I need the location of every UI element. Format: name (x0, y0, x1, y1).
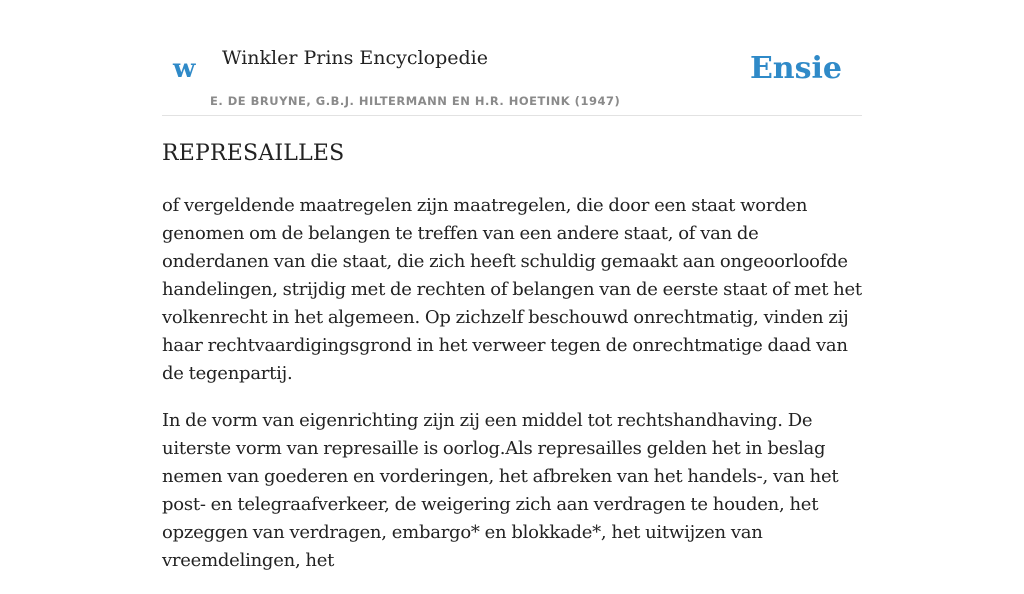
publication-authors: E. DE BRUYNE, G.B.J. HILTERMANN EN H.R. HOETINK (1947) (210, 94, 621, 108)
winkler-prins-logo[interactable]: w (173, 54, 196, 84)
entry-body (162, 192, 867, 594)
publication-title[interactable]: Winkler Prins Encyclopedie (222, 47, 488, 69)
publication-header (162, 40, 862, 116)
entry-headword: REPRESAILLES (162, 141, 345, 166)
entry-paragraph: of vergeldende maatregelen zijn maatregelen, die door een staat worden genomen om de belangen te treffen van een andere staat, of van de onderdanen van die staat, die zich heeft schuldig gemaakt aan ongeoorloofde handelingen, strijdig met de rechten of belangen van de eerste staat of met het volkenrecht in het algemeen. Op zichzelf beschouwd onrechtmatig, vinden zij haar rechtvaardigingsgrond in het verweer tegen de onrechtmatige daad van de tegenpartij. (162, 195, 862, 384)
entry-paragraph: In de vorm van eigenrichting zijn zij een middel tot rechtshandhaving. De uiterste vorm van represaille is oorlog.Als represailles gelden het in beslag nemen van goederen en vorderingen, het afbreken van het handels-, van het post- en telegraafverkeer, de weigering zich aan verdragen te houden, het opzeggen van verdragen, embargo* en blokkade*, het uitwijzen van vreemdelingen, het (162, 410, 839, 571)
ensie-logo[interactable]: Ensie (749, 51, 842, 86)
